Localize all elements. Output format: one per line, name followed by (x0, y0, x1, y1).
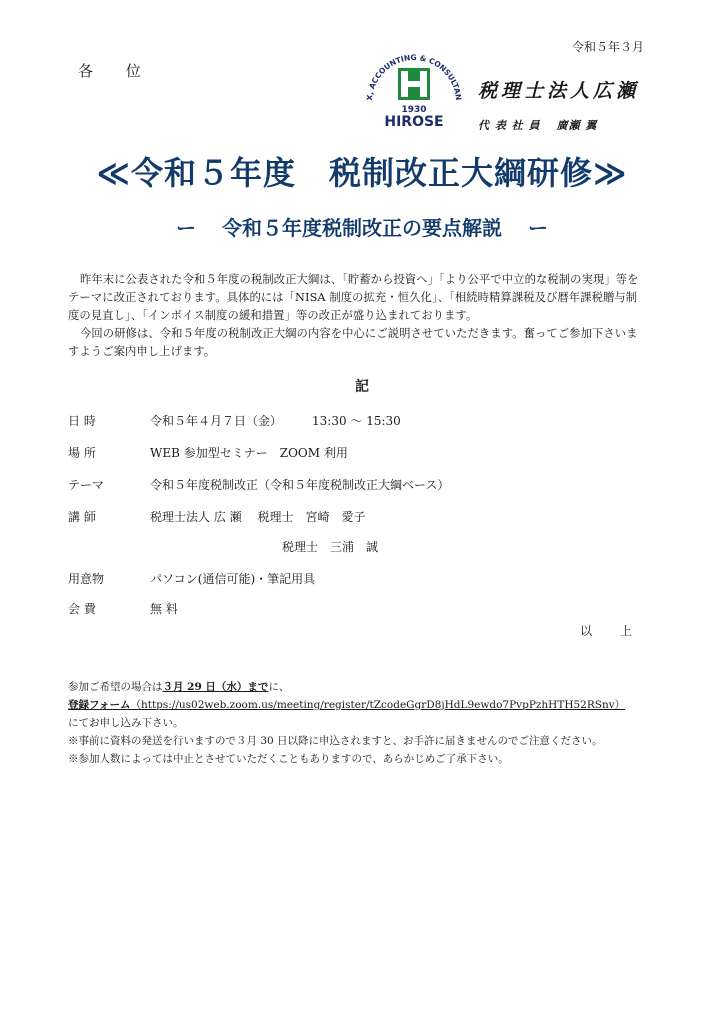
detail-row-datetime (68, 412, 401, 432)
detail-label: 日 時 (68, 414, 96, 428)
detail-label: 用意物 (68, 572, 105, 586)
deadline: ３月 29 日（水）まで (162, 681, 269, 693)
notes-line-3: にてお申し込み下さい。 (68, 717, 184, 729)
subtitle-dash-right: ー (528, 216, 548, 240)
representative (478, 117, 597, 133)
detail-label: 場 所 (68, 446, 96, 460)
detail-value: 令和５年度税制改正（令和５年度税制改正大綱ベース） (150, 478, 450, 492)
detail-row-place (68, 444, 348, 464)
note-1: ※事前に資料の発送を行いますので３月 30 日以降に申込されますと、お手許に届きませんのでご注意ください。 (68, 735, 603, 747)
addressee: 各 位 (78, 62, 155, 80)
closing-ijo: 以 上 (580, 624, 644, 638)
detail-value: 令和５年４月７日（金） 13:30 ～ 15:30 (150, 414, 401, 428)
detail-label: 会 費 (68, 602, 96, 616)
representative-name: 廣瀬 翼 (556, 119, 598, 132)
intro-paragraph-2: 今回の研修は、令和５年度の税制改正大綱の内容を中心にご説明させていただきます。奮ってご参加下さいますようご案内申し上げます。 (68, 327, 638, 358)
detail-value: 無 料 (150, 602, 178, 616)
subtitle-dash-left: ー (176, 216, 196, 240)
representative-title: 代 表 社 員 (478, 119, 541, 132)
detail-value: 税理士法人 広 瀬 税理士 宮崎 愛子 (150, 510, 366, 524)
firm-name: 税理士法人広瀬 (478, 80, 640, 102)
registration-link[interactable]: （https://us02web.zoom.us/meeting/register/tZcodeGgrD8jHdL9ewdo7PvpPzhHTH52RSnv） (130, 699, 626, 711)
form-label: 登録フォーム (68, 699, 131, 711)
document-subtitle (0, 212, 724, 241)
logo-arc-text: X, ACCOUNTING & CONSULTAN (364, 52, 464, 101)
detail-row-fee (68, 600, 178, 620)
detail-label: テーマ (68, 478, 105, 492)
detail-row-theme (68, 476, 449, 496)
document-date: 令和５年３月 (571, 40, 644, 54)
detail-row-lecturer (68, 508, 365, 528)
detail-row-lecturer-2 (282, 538, 378, 558)
notes-line-2 (68, 696, 625, 714)
detail-row-items (68, 570, 315, 590)
document-title: ≪令和５年度 税制改正大綱研修≫ (96, 154, 628, 192)
detail-value: パソコン(通信可能)・筆記用具 (150, 572, 316, 586)
firm-logo (358, 52, 470, 132)
ki-heading: 記 (355, 379, 369, 395)
detail-value: 税理士 三浦 誠 (282, 540, 379, 554)
intro-text (68, 271, 648, 361)
logo-year: 1930 (401, 105, 427, 115)
application-notes (68, 678, 625, 768)
detail-label: 講 師 (68, 510, 96, 524)
note-2: ※参加人数によっては中止とさせていただくこともありますので、あらかじめご了承下さい。 (68, 753, 509, 765)
notes-line-1: 参加ご希望の場合は３月 29 日（水）までに、 (68, 681, 290, 693)
detail-value: WEB 参加型セミナー ZOOM 利用 (150, 446, 348, 460)
intro-paragraph-1: 昨年末に公表された令和５年度の税制改正大綱は、「貯蓄から投資へ」「より公平で中立的な税制の実現」等をテーマに改正されております。具体的には「NISA 制度の拡充・恒久化」、「相続時精算課税及び暦年課税贈与制度の見直し」、「インボイス制度の緩和措置」等の改正が盛り込まれております。 (68, 273, 639, 322)
logo-name: HIROSE (384, 114, 444, 130)
subtitle-text: 令和５年度税制改正の要点解説 (222, 216, 502, 240)
